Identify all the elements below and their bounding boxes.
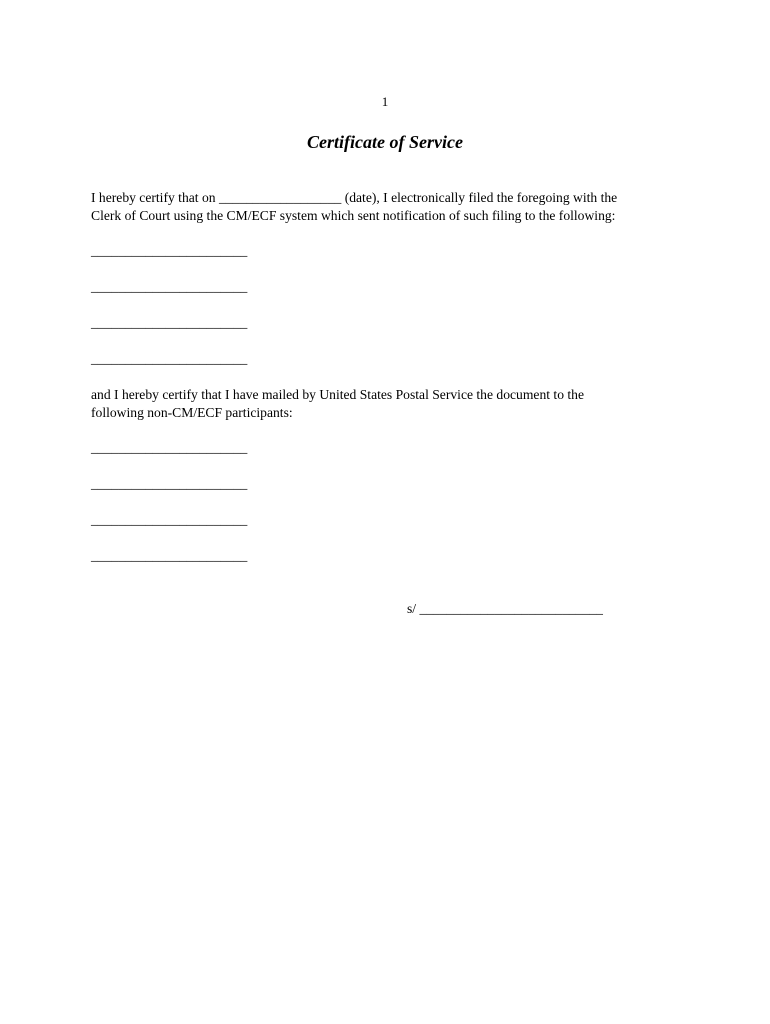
electronic-recipient-blank-4: _______________________ bbox=[91, 351, 248, 366]
mail-certification bbox=[91, 386, 691, 422]
electronic-certification-line-2: Clerk of Court using the CM/ECF system which sent notification of such filing to the following: bbox=[91, 208, 616, 223]
signature-line: s/ ___________________________ bbox=[407, 601, 603, 616]
mail-recipient-blank-2: _______________________ bbox=[91, 476, 248, 491]
electronic-recipient-blank-2: _______________________ bbox=[91, 279, 248, 294]
mail-certification-line-2: following non-CM/ECF participants: bbox=[91, 405, 293, 420]
electronic-recipient-blank-1: _______________________ bbox=[91, 243, 248, 258]
page-number: 1 bbox=[381, 94, 389, 109]
electronic-filing-certification bbox=[91, 189, 691, 225]
mail-recipient-blank-3: _______________________ bbox=[91, 512, 248, 527]
mail-certification-line-1: and I hereby certify that I have mailed by United States Postal Service the document to the bbox=[91, 387, 584, 402]
document-title: Certificate of Service bbox=[307, 132, 463, 152]
electronic-certification-line-1: I hereby certify that on __________________ (date), I electronically filed the foregoing with the bbox=[91, 190, 618, 205]
mail-recipient-blank-1: _______________________ bbox=[91, 440, 248, 455]
electronic-recipient-blank-3: _______________________ bbox=[91, 315, 248, 330]
mail-recipient-blank-4: _______________________ bbox=[91, 548, 248, 563]
